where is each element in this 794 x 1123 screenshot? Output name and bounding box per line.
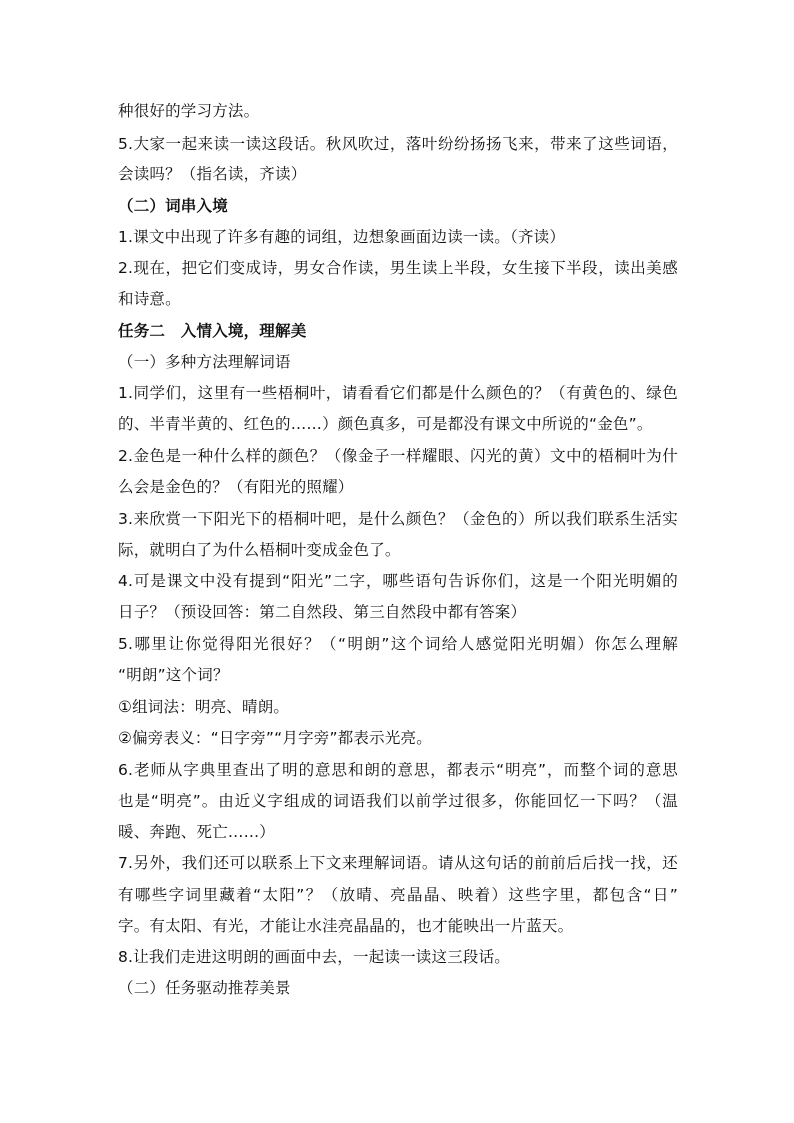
text-line: ①组词法：明亮、晴朗。 [118,698,290,716]
text-line: 暖、奔跑、死亡……） [118,823,276,841]
text-line: 种很好的学习方法。 [118,102,260,120]
text-line: 也是“明亮”。由近义字组成的词语我们以前学过很多，你能回忆一下吗？（温 [118,792,678,810]
text-line: ②偏旁表义：“日字旁”“月字旁”都表示光亮。 [118,729,432,747]
section-heading: （一）多种方法理解词语 [118,353,291,371]
text-line: 1.同学们，这里有一些梧桐叶，请看看它们都是什么颜色的？（有黄色的、绿色 [118,384,678,402]
text-line: 1.课文中出现了许多有趣的词组，边想象画面边读一读。（齐读） [118,228,566,246]
text-line: 会读吗？（指名读，齐读） [118,165,307,183]
text-line: “明朗”这个词？ [118,666,229,684]
text-line: 5.哪里让你觉得阳光很好？（“明朗”这个词给人感觉阳光明媚）你怎么理解 [118,635,678,653]
text-line: 8.让我们走进这明朗的画面中去，一起读一读这三段话。 [118,948,510,966]
text-line: 和诗意。 [118,290,181,308]
section-heading: （二）任务驱动推荐美景 [118,979,291,997]
text-line: 的、半青半黄的、红色的……）颜色真多，可是都没有课文中所说的“金色”。 [118,415,653,433]
task-heading: 任务二 入情入境，理解美 [118,322,307,340]
section-heading: （二）词串入境 [118,197,228,215]
text-line: 么会是金色的？（有阳光的照耀） [118,478,354,496]
text-line: 3.来欣赏一下阳光下的梧桐叶吧，是什么颜色？（金色的）所以我们联系生活实 [118,510,678,528]
text-line: 2.金色是一种什么样的颜色？（像金子一样耀眼、闪光的黄）文中的梧桐叶为什 [118,447,678,465]
text-line: 2.现在，把它们变成诗，男女合作读，男生读上半段，女生接下半段，读出美感 [118,259,678,277]
text-line: 字。有太阳、有光，才能让水洼亮晶晶的，也才能映出一片蓝天。 [118,917,574,935]
text-line: 日子？（预设回答：第二自然段、第三自然段中都有答案） [118,603,527,621]
text-line: 5.大家一起来读一读这段话。秋风吹过，落叶纷纷扬扬飞来，带来了这些词语， [118,135,678,153]
text-line: 4.可是课文中没有提到“阳光”二字，哪些语句告诉你们，这是一个阳光明媚的 [118,572,678,590]
text-line: 际，就明白了为什么梧桐叶变成金色了。 [118,541,401,559]
text-line: 7.另外，我们还可以联系上下文来理解词语。请从这句话的前前后后找一找，还 [118,854,678,872]
text-line: 6.老师从字典里查出了明的意思和朗的意思，都表示“明亮”，而整个词的意思 [118,761,678,779]
text-line: 有哪些字词里藏着“太阳”？（放晴、亮晶晶、映着）这些字里，都包含“日” [118,886,678,904]
